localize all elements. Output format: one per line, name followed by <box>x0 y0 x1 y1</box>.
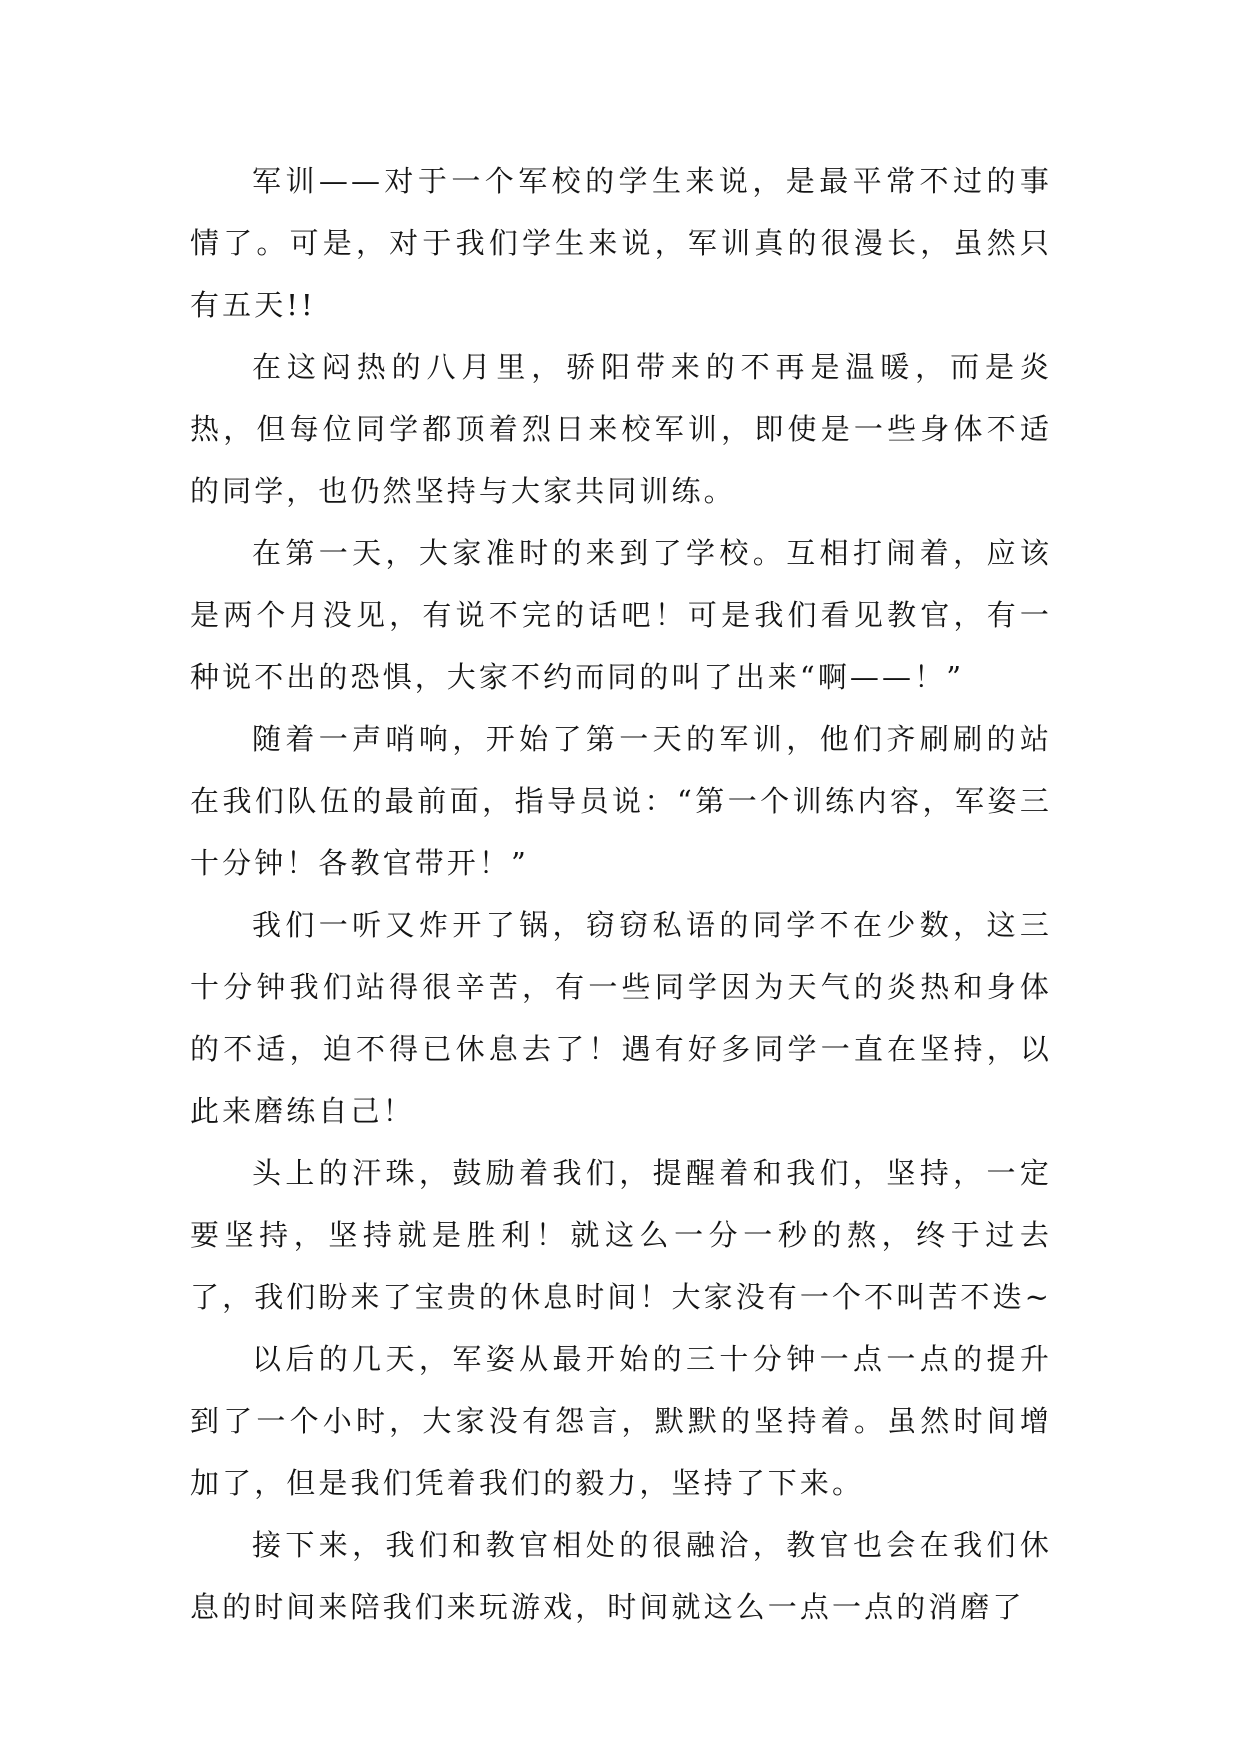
paragraph-7: 以后的几天，军姿从最开始的三十分钟一点一点的提升到了一个小时，大家没有怨言，默默的坚持着。虽然时间增加了，但是我们凭着我们的毅力，坚持了下来。 <box>190 1342 1052 1500</box>
paragraph-2: 在这闷热的八月里，骄阳带来的不再是温暖，而是炎热，但每位同学都顶着烈日来校军训，即使是一些身体不适的同学，也仍然坚持与大家共同训练。 <box>190 350 1052 508</box>
paragraph-3: 在第一天，大家准时的来到了学校。互相打闹着，应该是两个月没见，有说不完的话吧！可是我们看见教官，有一种说不出的恐惧，大家不约而同的叫了出来“啊——！” <box>190 536 1052 694</box>
paragraph-1: 军训——对于一个军校的学生来说，是最平常不过的事情了。可是，对于我们学生来说，军训真的很漫长，虽然只有五天!! <box>190 164 1052 322</box>
paragraph-5: 我们一听又炸开了锅，窃窃私语的同学不在少数，这三十分钟我们站得很辛苦，有一些同学因为天气的炎热和身体的不适，迫不得已休息去了！遇有好多同学一直在坚持，以此来磨练自己！ <box>190 908 1052 1128</box>
paragraph-8: 接下来，我们和教官相处的很融洽，教官也会在我们休息的时间来陪我们来玩游戏，时间就这么一点一点的消磨了 <box>190 1528 1052 1624</box>
paragraph-6: 头上的汗珠，鼓励着我们，提醒着和我们，坚持，一定要坚持，坚持就是胜利！就这么一分一秒的熬，终于过去了，我们盼来了宝贵的休息时间！大家没有一个不叫苦不迭~ <box>190 1156 1052 1314</box>
document-page <box>190 150 1052 1638</box>
paragraph-4: 随着一声哨响，开始了第一天的军训，他们齐刷刷的站在我们队伍的最前面，指导员说：“第一个训练内容，军姿三十分钟！各教官带开！” <box>190 722 1052 880</box>
